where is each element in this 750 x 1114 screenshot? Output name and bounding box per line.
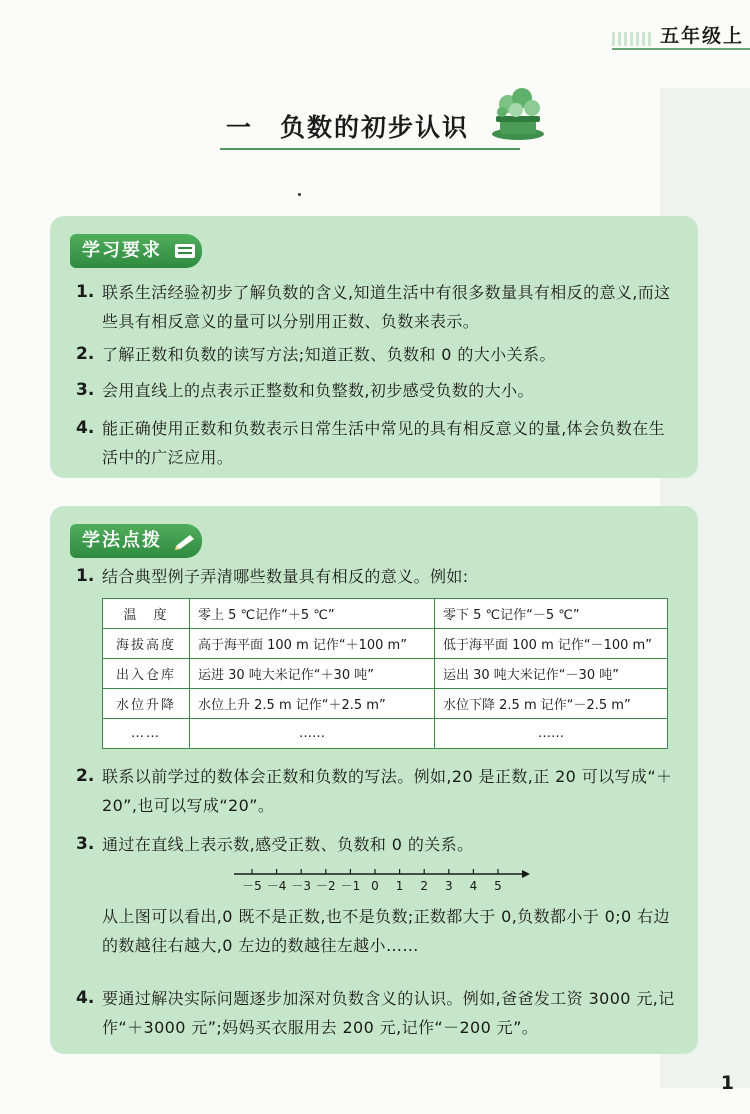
requirement-item-4 bbox=[76, 414, 676, 472]
requirement-item-2 bbox=[76, 340, 676, 369]
number-line-label: －4 bbox=[266, 879, 287, 893]
table-row bbox=[103, 629, 668, 659]
item-text: 从上图可以看出,0 既不是正数,也不是负数;正数都大于 0,负数都小于 0;0 右边的数越往右越大,0 左边的数越往左越小…… bbox=[102, 907, 670, 955]
number-line-label: 0 bbox=[371, 879, 379, 893]
table-cell: 低于海平面 100 m 记作“－100 m” bbox=[435, 629, 668, 659]
item-number: 2. bbox=[76, 766, 95, 786]
item-number: 1. bbox=[76, 566, 95, 586]
item-text: 通过在直线上表示数,感受正数、负数和 0 的关系。 bbox=[102, 835, 474, 854]
table-cell: 零下 5 ℃记作“－5 ℃” bbox=[435, 599, 668, 629]
number-line-label: 2 bbox=[420, 879, 429, 893]
requirement-item-3 bbox=[76, 376, 676, 405]
opposite-quantities-table bbox=[102, 598, 668, 749]
table-row bbox=[103, 719, 668, 749]
number-line-label: －2 bbox=[315, 879, 336, 893]
item-text: 结合典型例子弄清哪些数量具有相反的意义。例如: bbox=[102, 567, 469, 586]
table-cell: 水位上升 2.5 m 记作“＋2.5 m” bbox=[190, 689, 435, 719]
requirements-tag bbox=[70, 234, 202, 268]
pencil-icon bbox=[174, 532, 196, 550]
method-item-4 bbox=[76, 984, 676, 1042]
number-line-label: 4 bbox=[469, 879, 478, 893]
item-text: 了解正数和负数的读写方法;知道正数、负数和 0 的大小关系。 bbox=[102, 345, 556, 364]
stray-dot bbox=[298, 193, 301, 196]
methods-card bbox=[50, 506, 698, 1054]
requirement-item-1 bbox=[76, 278, 676, 336]
table-cell: 出入仓库 bbox=[103, 659, 190, 689]
grade-label: 五年级上 bbox=[659, 25, 744, 47]
number-line-label: －5 bbox=[242, 879, 262, 893]
item-number: 2. bbox=[76, 344, 95, 364]
table-cell: 温 度 bbox=[103, 599, 190, 629]
method-item-3 bbox=[76, 830, 676, 859]
number-line-label: 5 bbox=[494, 879, 502, 893]
table-cell: …… bbox=[190, 719, 435, 749]
table-cell: 高于海平面 100 m 记作“＋100 m” bbox=[190, 629, 435, 659]
number-line-label: －1 bbox=[340, 879, 361, 893]
item-number: 3. bbox=[76, 380, 95, 400]
number-line-label: 1 bbox=[395, 879, 404, 893]
table-cell: 海拔高度 bbox=[103, 629, 190, 659]
number-line-label: －3 bbox=[291, 879, 312, 893]
table-cell: 水位下降 2.5 m 记作“－2.5 m” bbox=[435, 689, 668, 719]
page-number: 1 bbox=[720, 1072, 734, 1094]
methods-tag-label: 学法点拨 bbox=[82, 530, 162, 551]
number-line-arrow bbox=[522, 870, 530, 878]
potted-plant-icon bbox=[478, 82, 558, 142]
table-cell: 运出 30 吨大米记作“－30 吨” bbox=[435, 659, 668, 689]
table-cell: …… bbox=[435, 719, 668, 749]
chapter-heading bbox=[220, 108, 540, 154]
method-item-2 bbox=[76, 762, 676, 820]
book-icon bbox=[174, 242, 196, 260]
requirements-card bbox=[50, 216, 698, 478]
item-number: 4. bbox=[76, 418, 95, 438]
table-row bbox=[103, 689, 668, 719]
number-line-label: 3 bbox=[444, 879, 453, 893]
method-item-3-note bbox=[76, 902, 676, 960]
item-number: 3. bbox=[76, 834, 95, 854]
item-text: 要通过解决实际问题逐步加深对负数含义的认识。例如,爸爸发工资 3000 元,记作“＋3000 元”;妈妈买衣服用去 200 元,记作“－200 元”。 bbox=[102, 989, 675, 1037]
item-number: 1. bbox=[76, 282, 95, 302]
table-cell: 零上 5 ℃记作“＋5 ℃” bbox=[190, 599, 435, 629]
item-text: 联系生活经验初步了解负数的含义,知道生活中有很多数量具有相反的意义,而这些具有相反意义的量可以分别用正数、负数来表示。 bbox=[102, 283, 671, 331]
methods-tag bbox=[70, 524, 202, 558]
requirements-tag-label: 学习要求 bbox=[82, 240, 162, 261]
item-number: 4. bbox=[76, 988, 95, 1008]
item-text: 联系以前学过的数体会正数和负数的写法。例如,20 是正数,正 20 可以写成“＋20”,也可以写成“20”。 bbox=[102, 767, 673, 815]
number-line bbox=[230, 866, 530, 896]
table-cell: 运进 30 吨大米记作“＋30 吨” bbox=[190, 659, 435, 689]
chapter-title: 一 负数的初步认识 bbox=[226, 113, 470, 142]
method-item-1 bbox=[76, 562, 676, 591]
item-text: 会用直线上的点表示正整数和负整数,初步感受负数的大小。 bbox=[102, 381, 534, 400]
table-row bbox=[103, 659, 668, 689]
header-stripe bbox=[612, 32, 652, 46]
table-row bbox=[103, 599, 668, 629]
grade-header bbox=[612, 22, 750, 50]
title-underline bbox=[220, 148, 520, 150]
table-cell: …… bbox=[103, 719, 190, 749]
table-cell: 水位升降 bbox=[103, 689, 190, 719]
item-text: 能正确使用正数和负数表示日常生活中常见的具有相反意义的量,体会负数在生活中的广泛应用。 bbox=[102, 419, 666, 467]
